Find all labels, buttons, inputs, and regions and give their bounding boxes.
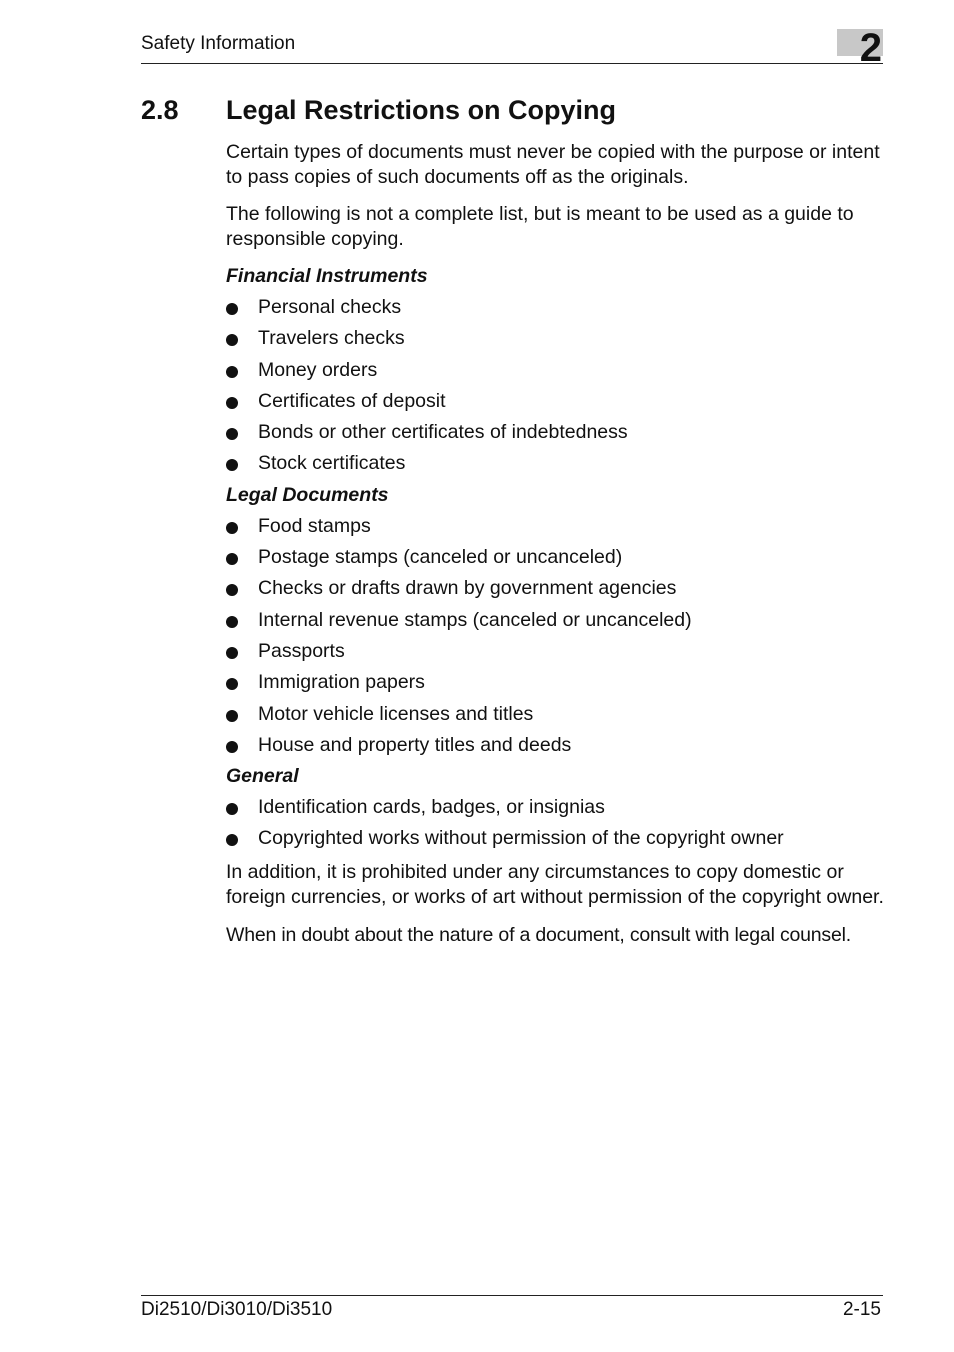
group-heading: Financial Instruments <box>226 265 428 287</box>
bullet-list <box>226 514 886 764</box>
list-item-text: Stock certificates <box>258 452 406 475</box>
intro-paragraph: The following is not a complete list, but is meant to be used as a guide to responsible copying. <box>226 203 854 250</box>
list-item <box>226 451 886 482</box>
list-item <box>226 295 886 326</box>
bullet-icon <box>226 366 238 378</box>
group-general <box>226 764 886 858</box>
page-footer <box>141 1295 883 1320</box>
list-item-text: Motor vehicle licenses and titles <box>258 702 534 725</box>
closing-paragraph: In addition, it is prohibited under any circumstances to copy domestic or foreign currencies, or works of art without permission of the copyright owner. <box>226 860 884 908</box>
list-item-text: Passports <box>258 639 345 662</box>
section-heading <box>141 93 616 127</box>
bullet-icon <box>226 616 238 628</box>
bullet-icon <box>226 522 238 534</box>
bullet-list <box>226 295 886 483</box>
header-title: Safety Information <box>141 33 296 54</box>
bullet-icon <box>226 710 238 722</box>
section-number: 2.8 <box>141 95 179 125</box>
list-item <box>226 358 886 389</box>
list-item-text: Immigration papers <box>258 671 425 694</box>
closing-paragraph: When in doubt about the nature of a document, consult with legal counsel. <box>226 923 851 946</box>
list-item <box>226 514 886 545</box>
list-item <box>226 702 886 733</box>
bullet-icon <box>226 647 238 659</box>
list-item-text: House and property titles and deeds <box>258 733 572 756</box>
list-item <box>226 545 886 576</box>
page-header <box>141 26 883 70</box>
bullet-icon <box>226 459 238 471</box>
bullet-icon <box>226 741 238 753</box>
list-item-text: Internal revenue stamps (canceled or uncanceled) <box>258 608 692 631</box>
list-item-text: Certificates of deposit <box>258 389 446 412</box>
list-item <box>226 670 886 701</box>
list-item <box>226 639 886 670</box>
bullet-icon <box>226 397 238 409</box>
list-item <box>226 608 886 639</box>
list-item <box>226 576 886 607</box>
list-item-text: Identification cards, badges, or insignias <box>258 796 605 819</box>
list-item-text: Food stamps <box>258 514 371 537</box>
page-number: 2-15 <box>842 1299 881 1320</box>
bullet-list <box>226 795 886 858</box>
list-item-text: Checks or drafts drawn by government agencies <box>258 577 677 600</box>
list-item <box>226 826 886 857</box>
bullet-icon <box>226 303 238 315</box>
group-heading: Legal Documents <box>226 483 389 506</box>
list-item-text: Money orders <box>258 358 378 381</box>
chapter-number: 2 <box>859 26 882 70</box>
group-legal-documents <box>226 483 886 764</box>
bullet-icon <box>226 334 238 346</box>
list-item <box>226 420 886 451</box>
chapter-tab <box>837 26 883 70</box>
list-item-text: Postage stamps (canceled or uncanceled) <box>258 546 623 569</box>
bullet-icon <box>226 678 238 690</box>
bullet-icon <box>226 428 238 440</box>
list-item-text: Copyrighted works without permission of the copyright owner <box>258 827 784 850</box>
group-heading: General <box>226 765 299 788</box>
list-item-text: Bonds or other certificates of indebtedness <box>258 421 628 444</box>
model-name: Di2510/Di3010/Di3510 <box>141 1299 333 1320</box>
list-item <box>226 389 886 420</box>
list-item <box>226 733 886 764</box>
list-item-text: Personal checks <box>258 296 402 318</box>
bullet-icon <box>226 553 238 565</box>
group-financial-instruments <box>226 264 886 483</box>
intro-paragraph: Certain types of documents must never be copied with the purpose or intent to pass copies of such documents off as the originals. <box>226 141 880 188</box>
section-title: Legal Restrictions on Copying <box>226 95 617 125</box>
bullet-icon <box>226 584 238 596</box>
list-item <box>226 326 886 357</box>
list-item-text: Travelers checks <box>258 327 405 350</box>
bullet-icon <box>226 803 238 815</box>
bullet-icon <box>226 834 238 846</box>
section-body <box>226 140 886 960</box>
list-item <box>226 795 886 826</box>
